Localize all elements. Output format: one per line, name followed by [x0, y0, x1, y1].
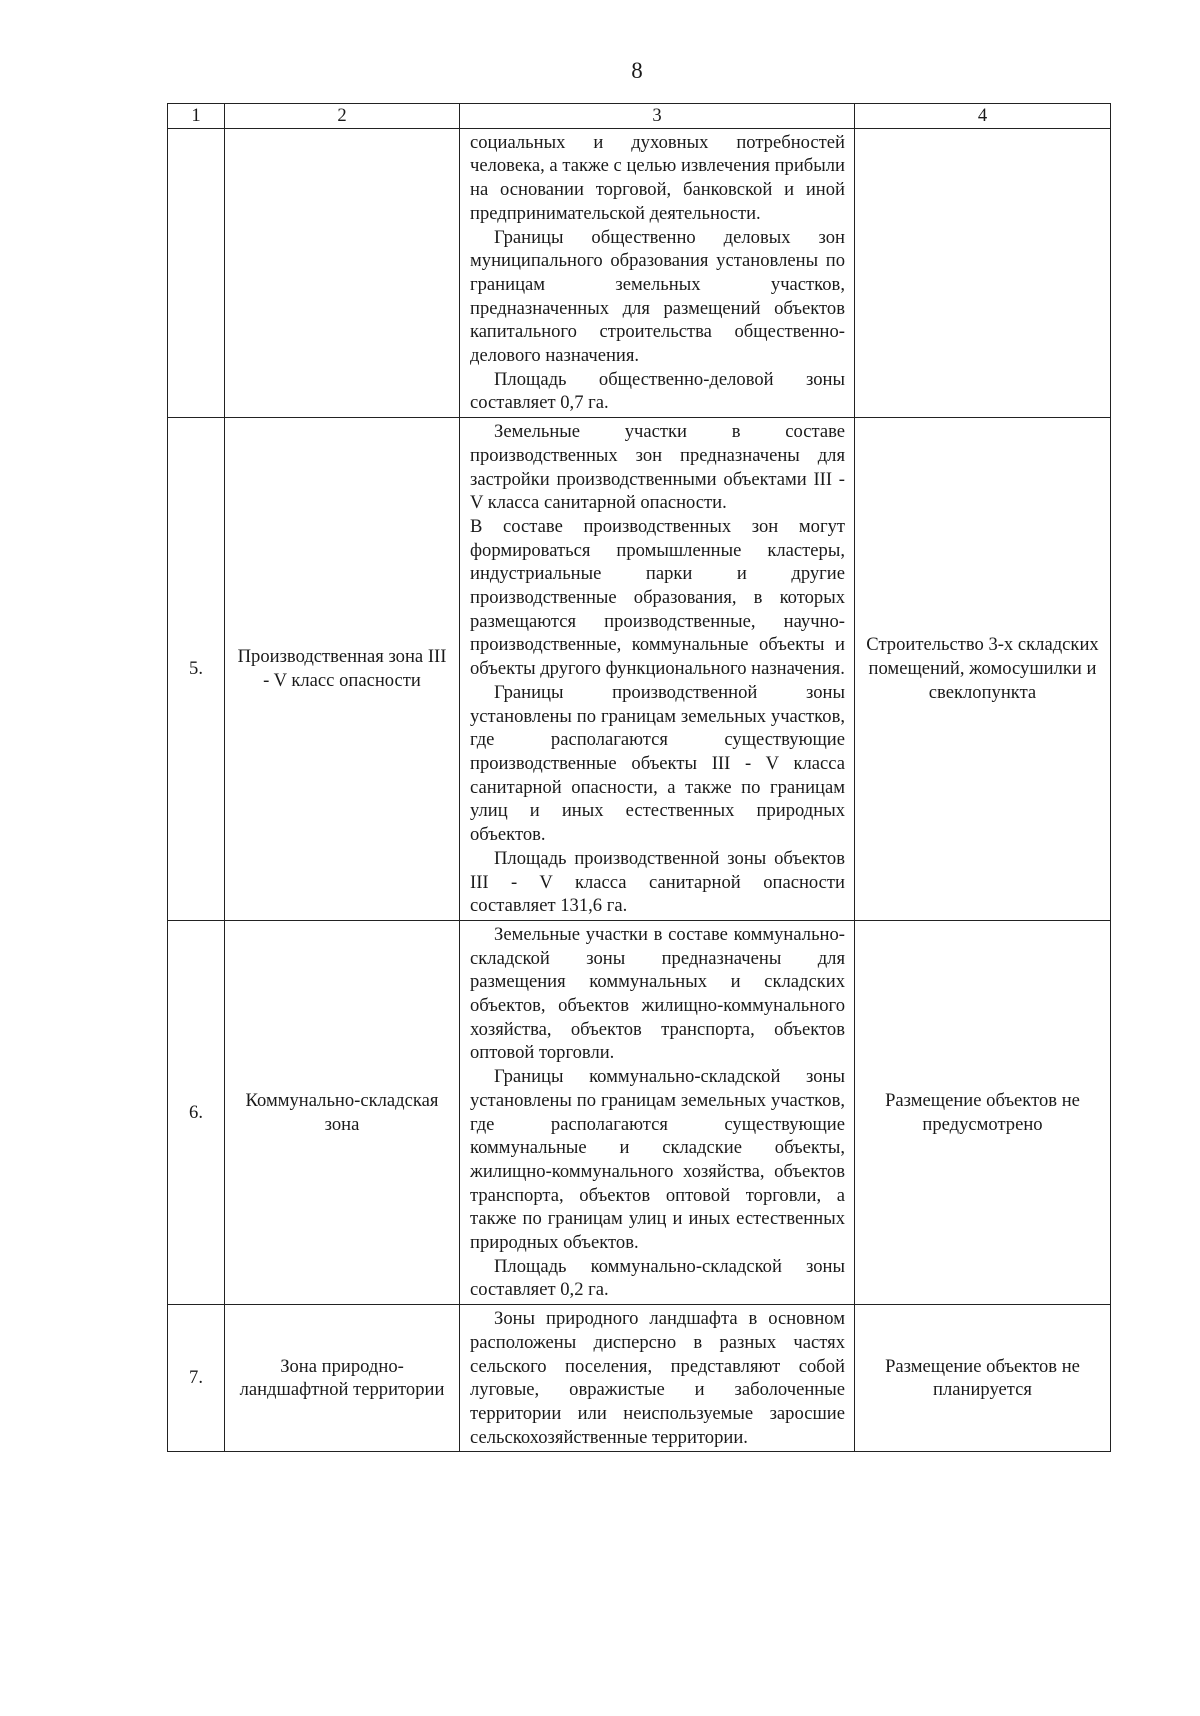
column-header-3: 3: [460, 104, 855, 129]
zone-plans: [855, 128, 1111, 417]
description-paragraph: Границы производственной зоны установлены по границам земельных участков, где располагаются существующие производственные объекты III - V класса санитарной опасности, а также по границам улиц и иных естественных природных объектов.: [470, 681, 845, 846]
description-paragraph: Площадь коммунально-складской зоны составляет 0,2 га.: [470, 1255, 845, 1301]
description-paragraph: Границы общественно деловых зон муниципального образования установлены по границам земельных участков, предназначенных для размещений объектов капитального строительства общественно-делового назначения.: [470, 226, 845, 367]
zone-description: [460, 418, 855, 921]
description-paragraph: Границы коммунально-складской зоны установлены по границам земельных участков, где располагаются существующие коммунальные и складские объекты, жилищно-коммунального хозяйства, объектов транспорта, объектов оптовой торговли, а также по границам улиц и иных естественных природных объектов.: [470, 1066, 845, 1254]
table-row-6: [168, 920, 1111, 1304]
zones-table: [167, 103, 1111, 1452]
table-row-5: [168, 418, 1111, 921]
description-paragraph: Земельные участки в составе производственных зон предназначены для застройки производственными объектами III - V класса санитарной опасности.: [470, 421, 845, 514]
zone-name: Коммунально-складская зона: [225, 920, 460, 1304]
column-header-2: 2: [225, 104, 460, 129]
description-paragraph: Зоны природного ландшафта в основном расположены дисперсно в разных частях сельского поселения, представляют собой луговые, овражистые и заболоченные территории или неиспользуемые заросшие сельскохозяйственные территории.: [470, 1308, 845, 1448]
table-row-7: [168, 1305, 1111, 1452]
zone-plans: Размещение объектов не планируется: [855, 1305, 1111, 1452]
description-paragraph: Земельные участки в составе коммунально-складской зоны предназначены для размещения коммунальных и складских объектов, объектов жилищно-коммунального хозяйства, объектов транспорта, объектов оптовой торговли.: [470, 923, 845, 1064]
column-header-4: 4: [855, 104, 1111, 129]
zone-description: [460, 1305, 855, 1452]
description-paragraph: Площадь производственной зоны объектов III - V класса санитарной опасности составляет 131,6 га.: [470, 847, 845, 917]
zone-description: [460, 128, 855, 417]
zone-plans: Строительство 3-х складских помещений, жомосушилки и свеклопункта: [855, 418, 1111, 921]
zone-description: [460, 920, 855, 1304]
row-number: [168, 128, 225, 417]
row-number: 5.: [168, 418, 225, 921]
zone-name: Зона природно-ландшафтной территории: [225, 1305, 460, 1452]
description-paragraph: Площадь общественно-деловой зоны составляет 0,7 га.: [470, 368, 845, 414]
zone-plans: Размещение объектов не предусмотрено: [855, 920, 1111, 1304]
description-paragraph: В составе производственных зон могут формироваться промышленные кластеры, индустриальные парки и другие производственные образования, в которых размещаются производственные, научно-производственные, коммунальные объекты и объекты другого функционального назначения.: [470, 515, 845, 680]
table-row-continuation: [168, 128, 1111, 417]
row-number: 6.: [168, 920, 225, 1304]
table-header-row: [168, 104, 1111, 129]
column-header-1: 1: [168, 104, 225, 129]
row-number: 7.: [168, 1305, 225, 1452]
zone-name: Производственная зона III - V класс опасности: [225, 418, 460, 921]
page-number: 8: [631, 58, 643, 83]
description-paragraph: социальных и духовных потребностей человека, а также с целью извлечения прибыли на основании торговой, банковской и иной предпринимательской деятельности.: [470, 131, 845, 224]
zone-name: [225, 128, 460, 417]
